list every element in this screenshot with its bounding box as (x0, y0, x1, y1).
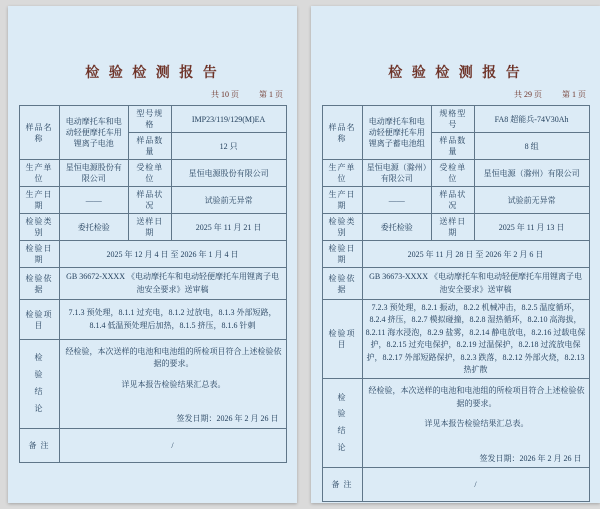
inspection-category-label: 检验类别 (322, 214, 362, 241)
inspection-items-value: 7.2.3 预处理，8.2.1 振动，8.2.2 机械冲击，8.2.5 温度循环，8.2.4 挤压，8.2.7 模拟碰撞，8.2.8 湿热循环，8.2.10 高海拔，8.2.11 海水浸泡，8.2.9 盐雾，8.2.14 静电放电，8.2.16 过载电保护，8.2.15 过充电保护，8.2.19 过温保护，8.2.18 过流放电保护，8.2.17 外部短路保护，8.2.3 跌落，8.2.12 外部火烧，8.2.13 热扩散 (362, 300, 589, 379)
producer-label: 生产单位 (322, 160, 362, 187)
quantity-value: 8 组 (474, 133, 589, 160)
table-row (19, 268, 286, 300)
inspection-items-label: 检验项目 (19, 300, 59, 340)
inspection-basis-label: 检验依据 (322, 268, 362, 300)
inspection-category-value: 委托检验 (362, 214, 431, 241)
sample-condition-label: 样品状况 (431, 187, 474, 214)
conclusion-line-2: 详见本报告检验结果汇总表。 (424, 419, 529, 429)
conclusion-label-text: 检验结论 (337, 392, 347, 452)
report-page-left (8, 6, 297, 503)
inspection-period-label: 检验日期 (322, 241, 362, 268)
inspection-period-value: 2025 年 11 月 28 日 至 2026 年 2 月 6 日 (362, 241, 589, 268)
report-table (19, 105, 287, 463)
inspection-basis-value: GB 36672-XXXX 《电动摩托车和电动轻便摩托车用锂离子电池安全要求》送审稿 (59, 268, 286, 300)
table-row (19, 214, 286, 241)
inspection-category-label: 检验类别 (19, 214, 59, 241)
page-count-total: 共 10 页 (211, 90, 239, 99)
quantity-label: 样品数量 (431, 133, 474, 160)
remark-value: / (362, 467, 589, 501)
conclusion-line-1: 经检验，本次送样的电池和电池组的所检项目符合上述检验依据的要求。 (368, 386, 585, 408)
inspection-items-value: 7.1.3 预处理，8.1.1 过充电，8.1.2 过放电，8.1.3 外部短路，8.1.4 低温预处理后加热，8.1.5 挤压，8.1.6 针刺 (59, 300, 286, 340)
table-row (322, 379, 589, 468)
inspection-period-label: 检验日期 (19, 241, 59, 268)
page-number-current: 第 1 页 (562, 90, 586, 99)
table-row (19, 340, 286, 429)
table-row (322, 106, 589, 133)
delivery-date-value: 2025 年 11 月 13 日 (474, 214, 589, 241)
sample-name-label: 样品名称 (19, 106, 59, 160)
inspection-basis-value: GB 36673-XXXX 《电动摩托车和电动轻便摩托车用锂离子电池安全要求》送审稿 (362, 268, 589, 300)
remark-value: / (59, 428, 286, 462)
table-row (322, 268, 589, 300)
issue-date: 签发日期：2026 年 2 月 26 日 (176, 414, 279, 424)
delivery-date-label: 送样日期 (431, 214, 474, 241)
table-row (322, 187, 589, 214)
conclusion-label (322, 379, 362, 468)
quantity-value: 12 只 (171, 133, 286, 160)
model-label: 规格型号 (431, 106, 474, 133)
report-title: 检 验 检 测 报 告 (388, 66, 523, 81)
table-row (322, 214, 589, 241)
sample-name-label: 样品名称 (322, 106, 362, 160)
delivery-date-label: 送样日期 (128, 214, 171, 241)
production-date-value: —— (362, 187, 431, 214)
inspection-basis-label: 检验依据 (19, 268, 59, 300)
sample-name-value: 电动摩托车和电动轻便摩托车用锂离子蓄电池组 (362, 106, 431, 160)
inspected-unit-value: 星恒电源（滁州）有限公司 (474, 160, 589, 187)
inspection-items-label: 检验项目 (322, 300, 362, 379)
inspection-period-value: 2025 年 12 月 4 日 至 2026 年 1 月 4 日 (59, 241, 286, 268)
conclusion-line-1: 经检验，本次送样的电池和电池组的所检项目符合上述检验依据的要求。 (65, 347, 282, 369)
table-row (19, 106, 286, 133)
model-value: FA8 超能兵-74V30Ah (474, 106, 589, 133)
inspected-unit-label: 受检单位 (128, 160, 171, 187)
conclusion-cell (362, 379, 589, 468)
table-row (19, 428, 286, 462)
page-info (311, 89, 586, 100)
inspected-unit-value: 星恒电源股份有限公司 (171, 160, 286, 187)
production-date-label: 生产日期 (19, 187, 59, 214)
page-info (8, 89, 283, 100)
issue-date: 签发日期：2026 年 2 月 26 日 (479, 453, 582, 463)
table-row (322, 300, 589, 379)
table-row (19, 241, 286, 268)
production-date-label: 生产日期 (322, 187, 362, 214)
table-row (19, 160, 286, 187)
report-table (322, 105, 590, 502)
conclusion-label (19, 340, 59, 429)
conclusion-cell (59, 340, 286, 429)
producer-value: 星恒电源（滁州）有限公司 (362, 160, 431, 187)
report-page-right (311, 6, 600, 503)
table-row (19, 187, 286, 214)
sample-condition-value: 试验前无异常 (171, 187, 286, 214)
producer-value: 星恒电源股份有限公司 (59, 160, 128, 187)
quantity-label: 样品数量 (128, 133, 171, 160)
model-value: IMP23/119/129(M)EA (171, 106, 286, 133)
table-row (322, 160, 589, 187)
conclusion-label-text: 检验结论 (34, 353, 44, 413)
page-number-current: 第 1 页 (259, 90, 283, 99)
inspection-category-value: 委托检验 (59, 214, 128, 241)
sample-condition-label: 样品状况 (128, 187, 171, 214)
producer-label: 生产单位 (19, 160, 59, 187)
remark-label: 备 注 (19, 428, 59, 462)
model-label: 型号规格 (128, 106, 171, 133)
table-row (19, 300, 286, 340)
table-row (322, 241, 589, 268)
remark-label: 备 注 (322, 467, 362, 501)
sample-name-value: 电动摩托车和电动轻便摩托车用锂离子电池 (59, 106, 128, 160)
conclusion-line-2: 详见本报告检验结果汇总表。 (121, 379, 226, 389)
production-date-value: —— (59, 187, 128, 214)
table-row (322, 467, 589, 501)
delivery-date-value: 2025 年 11 月 21 日 (171, 214, 286, 241)
inspected-unit-label: 受检单位 (431, 160, 474, 187)
sample-condition-value: 试验前无异常 (474, 187, 589, 214)
page-count-total: 共 29 页 (514, 90, 542, 99)
report-title: 检 验 检 测 报 告 (85, 66, 220, 81)
